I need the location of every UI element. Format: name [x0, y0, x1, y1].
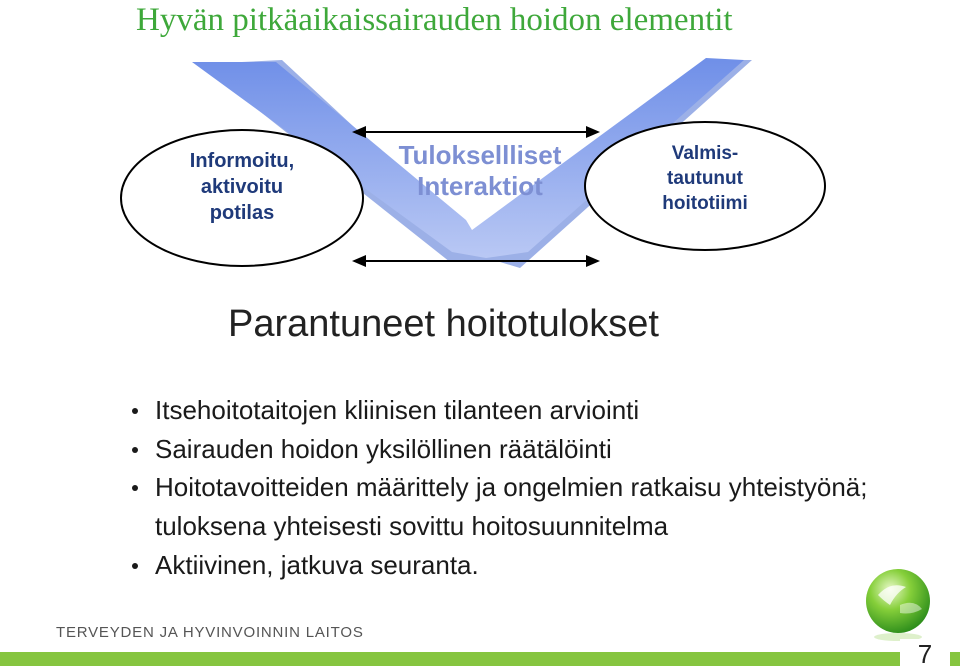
page-number: 7 [900, 639, 950, 666]
care-team-label-line: Valmis- [671, 143, 739, 164]
bottom-bar [0, 652, 960, 666]
bullet-item: Sairauden hoidon yksilöllinen räätälöinti [130, 430, 910, 469]
interaction-label [360, 140, 600, 202]
interaction-label-line: Interaktiot [417, 171, 543, 201]
bullet-item: Hoitotavoitteiden määrittely ja ongelmien ratkaisu yhteistyönä; tuloksena yhteisesti sovittu hoitosuunnitelma [130, 468, 910, 545]
care-team-label-line: tautunut [667, 168, 743, 189]
top-double-arrow [352, 126, 600, 138]
patient-label-line: Informoitu, [189, 150, 295, 172]
care-team-label [605, 141, 805, 216]
bullet-item: Itsehoitotaitojen kliinisen tilanteen arviointi [130, 391, 910, 430]
results-heading: Parantuneet hoitotulokset [228, 303, 659, 345]
organization-name: TERVEYDEN JA HYVINVOINNIN LAITOS [56, 624, 364, 641]
bullet-item: Aktiivinen, jatkuva seuranta. [130, 546, 910, 585]
interaction-label-line: Tuloksellliset [398, 140, 562, 170]
patient-label-line: aktivoitu [200, 176, 284, 198]
green-sphere-leaf-logo-icon [860, 565, 938, 643]
patient-label [152, 148, 332, 226]
slide-title: Hyvän pitkäaikaissairauden hoidon elementit [136, 2, 733, 38]
care-team-label-line: hoitotiimi [662, 193, 748, 214]
bullet-list [130, 391, 910, 585]
patient-label-line: potilas [209, 202, 275, 224]
